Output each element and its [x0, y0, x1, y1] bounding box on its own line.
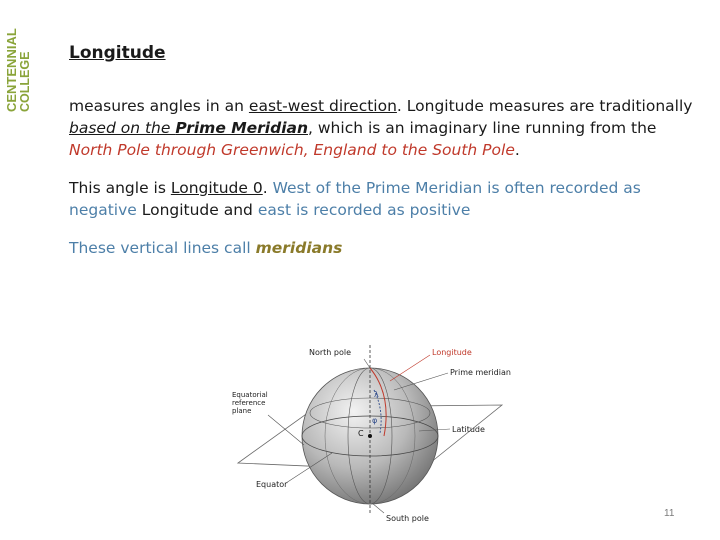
leader-north-pole: [364, 359, 370, 368]
label-center: C: [358, 429, 364, 438]
label-phi: φ: [372, 416, 378, 425]
label-latitude: Latitude: [452, 425, 485, 434]
p1-pole-route: North Pole through Greenwich, England to the South Pole: [69, 141, 515, 159]
leader-south-pole: [372, 503, 384, 513]
p2-east-positive: east is recorded as positive: [257, 201, 471, 219]
label-north-pole: North pole: [309, 348, 352, 357]
paragraph-definition: [69, 95, 699, 161]
slide-title: Longitude: [69, 43, 166, 63]
label-equator: Equator: [256, 480, 288, 489]
center-point: [368, 434, 372, 438]
p1-text-3: , which is an imaginary line running from the: [308, 119, 657, 137]
p2-text-3: Longitude and: [141, 201, 258, 219]
slide-content: [69, 38, 699, 275]
p1-text-1: measures angles in an: [69, 97, 249, 115]
label-longitude: Longitude: [432, 348, 472, 357]
p2-text-2: .: [262, 179, 273, 197]
p1-period: .: [514, 141, 520, 159]
logo-word-college: COLLEGE: [18, 51, 32, 112]
paragraph-meridians: [69, 237, 699, 259]
p3-text-1: These vertical lines call: [69, 239, 256, 257]
paragraph-sign-convention: [69, 177, 699, 221]
p1-prime-meridian: Prime Meridian: [175, 119, 309, 137]
p1-text-2: . Longitude measures are traditionally: [396, 97, 693, 115]
label-equatorial-1: Equatorial: [232, 391, 268, 399]
page-number: 11: [664, 508, 675, 519]
leader-longitude: [390, 355, 430, 381]
centennial-college-logo: [2, 2, 32, 114]
label-south-pole: South pole: [386, 514, 429, 523]
p2-longitude-zero: Longitude 0: [170, 179, 263, 197]
p2-text-1: This angle is: [69, 179, 171, 197]
label-equatorial-2: reference: [232, 399, 266, 407]
p1-based-on: based on the: [69, 119, 176, 137]
p2-west-negative: West of the Prime Meridian is often recorded as negative: [69, 179, 641, 219]
logo-word-centennial: CENTENNIAL: [4, 28, 19, 112]
label-equatorial-3: plane: [232, 407, 252, 415]
p3-meridians: meridians: [255, 239, 343, 257]
globe-diagram: [224, 335, 514, 525]
label-prime-meridian: Prime meridian: [450, 368, 511, 377]
p1-east-west: east-west direction: [248, 97, 397, 115]
label-lambda: λ: [374, 390, 379, 399]
